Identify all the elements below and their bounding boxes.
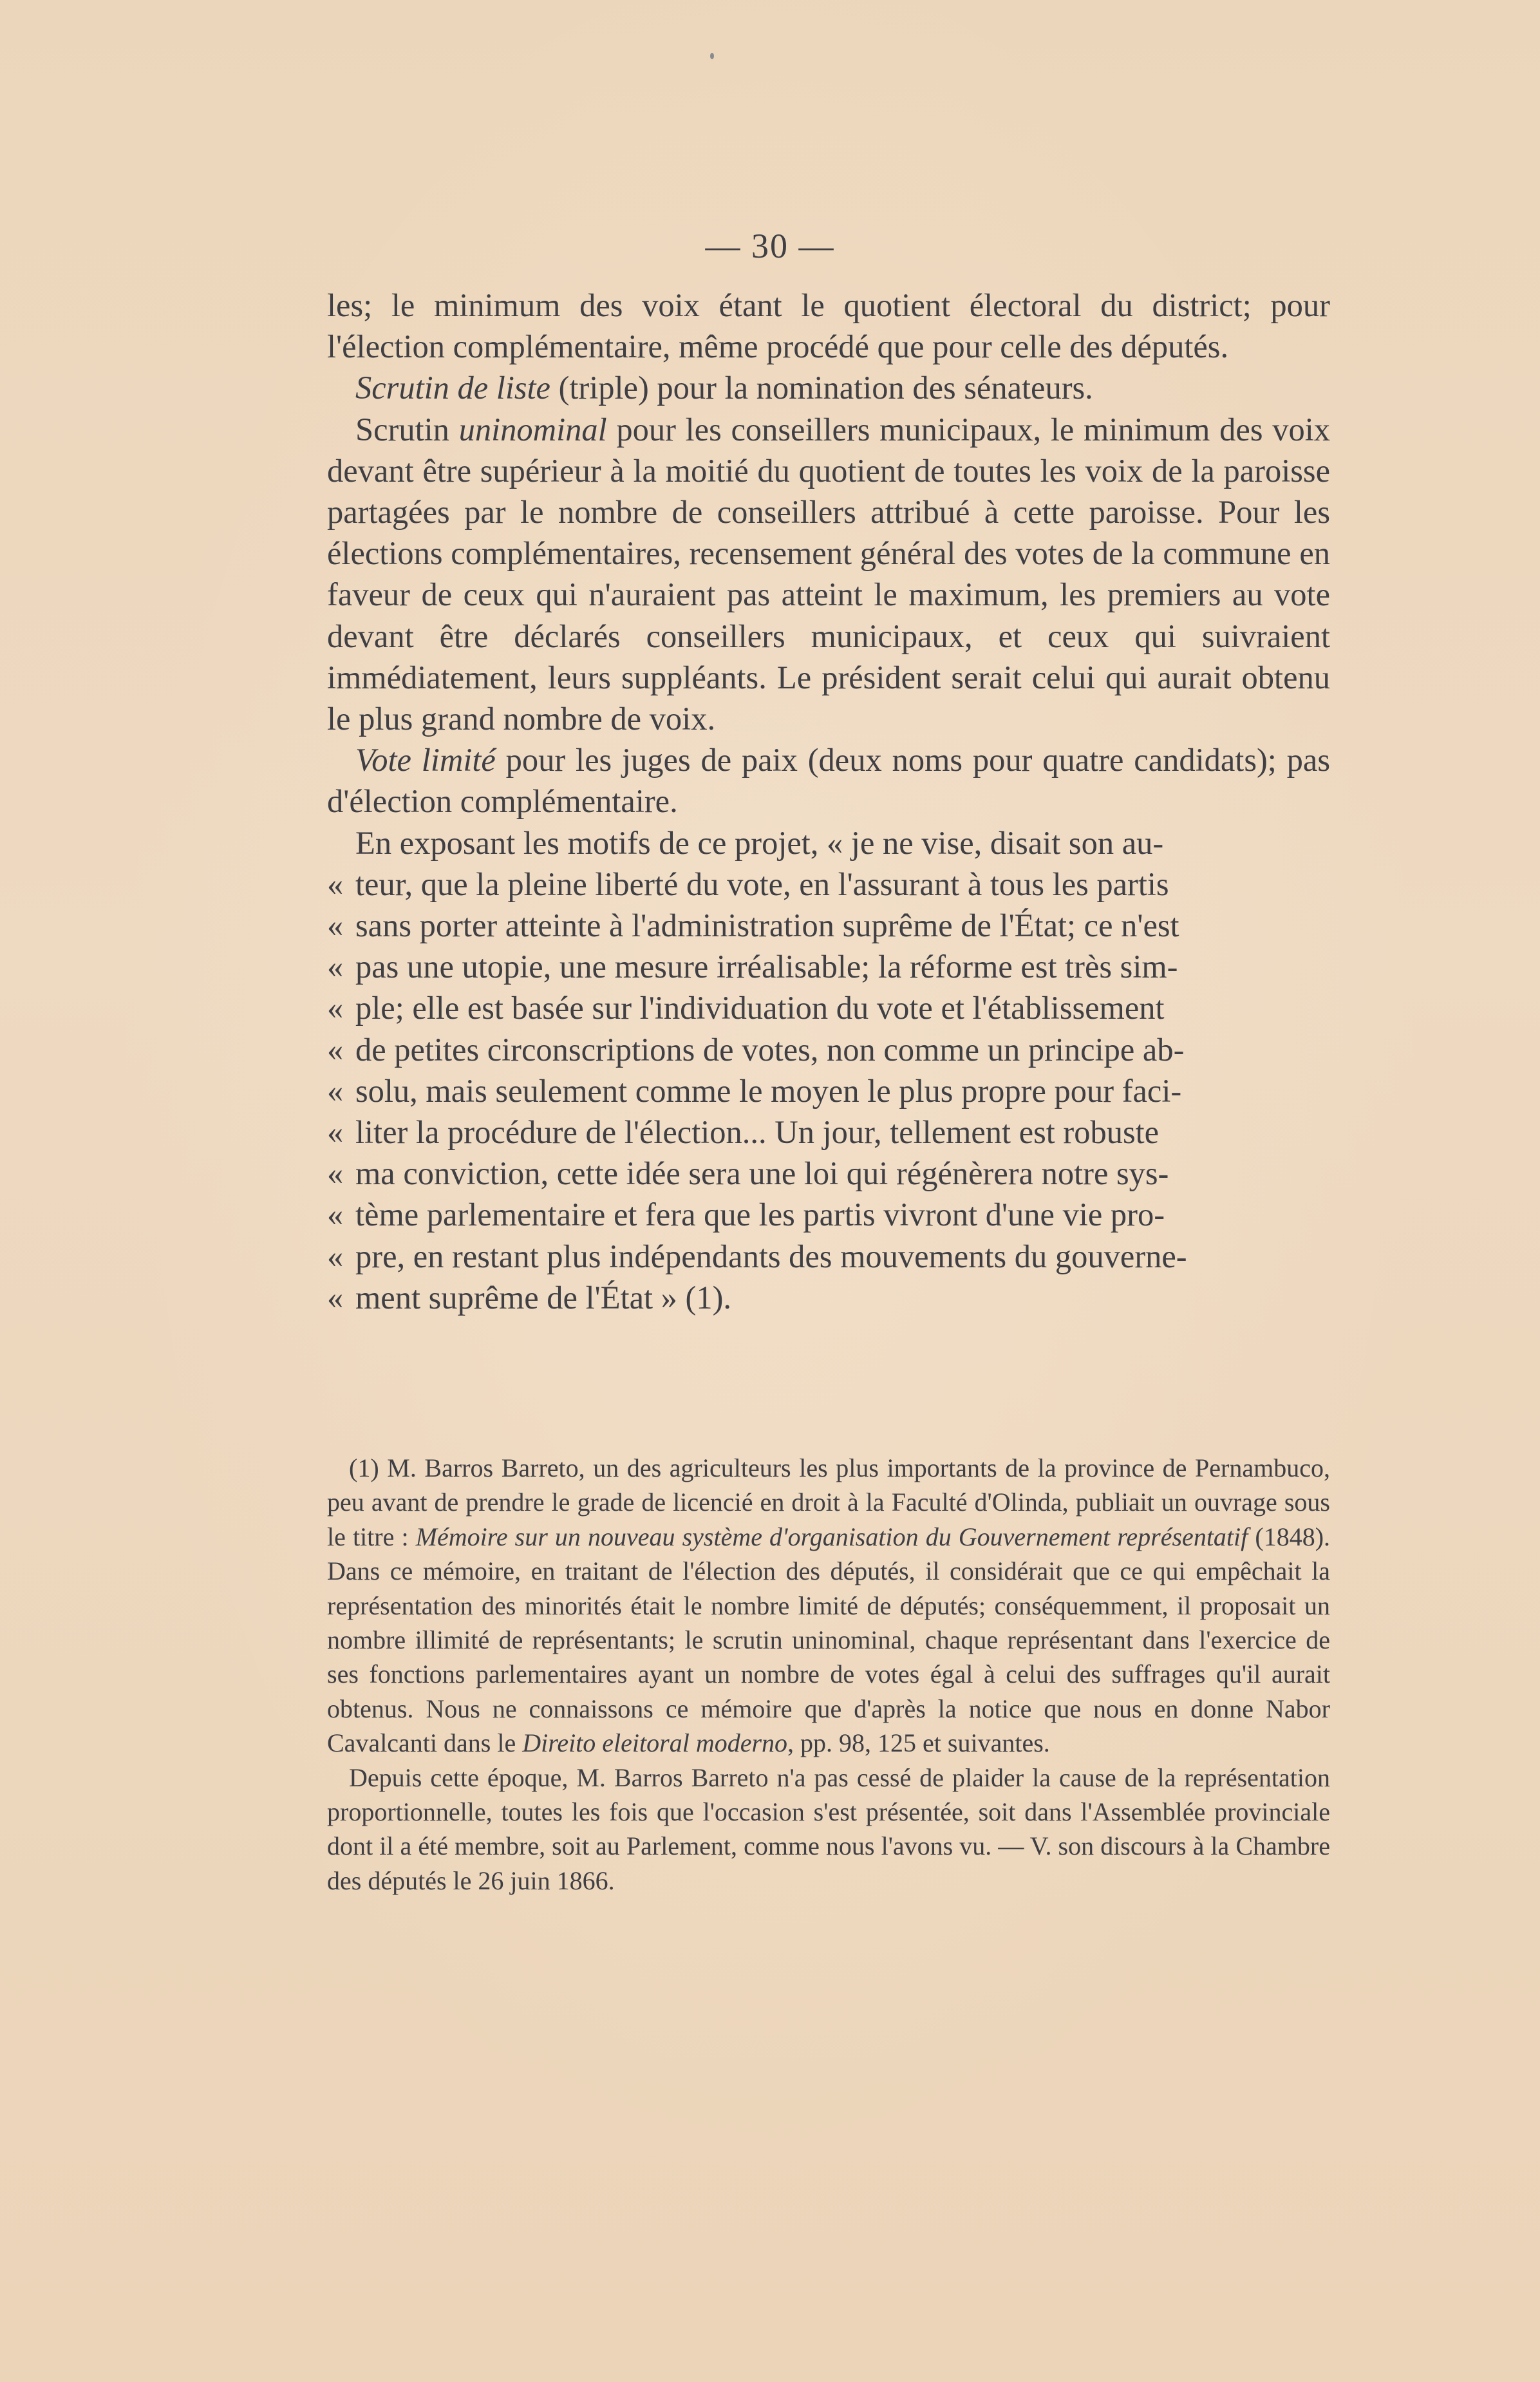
quotation-line-text: ment suprême de l'État » (1).: [355, 1279, 732, 1316]
quotation-line: [327, 1153, 1330, 1194]
quotation-line-text: liter la procédure de l'élection... Un jour, tellement est robuste: [355, 1114, 1160, 1151]
quotation-line: [327, 1277, 1330, 1318]
paragraph-text: (triple) pour la nomination des sénateurs.: [550, 370, 1093, 406]
main-text: [327, 285, 1330, 1318]
quote-mark: «: [327, 1279, 344, 1316]
quotation-line: [327, 1070, 1330, 1111]
emphasis: Vote limité: [355, 742, 496, 779]
quotation-line: [327, 1029, 1330, 1070]
paragraph-quotation-intro: En exposant les motifs de ce projet, « je ne vise, disait son au-: [355, 824, 1164, 861]
footnote-text: , pp. 98, 125 et suivantes.: [787, 1728, 1050, 1758]
quote-mark: «: [327, 907, 344, 944]
paragraph-scrutin-de-liste: [327, 367, 1330, 408]
quotation-line-text: solu, mais seulement comme le moyen le plus propre pour faci-: [355, 1072, 1182, 1109]
paragraph-vote-limite: [327, 739, 1330, 822]
quote-mark: «: [327, 1155, 344, 1192]
footnote-1: [327, 1451, 1330, 1761]
quotation-line-text: ple; elle est basée sur l'individuation du vote et l'établissement: [355, 990, 1165, 1026]
quotation-line: [327, 864, 1330, 905]
paragraph-scrutin-uninominal: [327, 409, 1330, 740]
quotation-line: [327, 905, 1330, 946]
quote-mark: «: [327, 990, 344, 1026]
page-number: — 30 —: [705, 227, 835, 265]
paragraph-text: pour les conseillers municipaux, le minimum des voix devant être supérieur à la moitié du quotient de toutes les voix de la paroisse partagées par le nombre de conseillers attribué à cette paroisse. Pour les élections complémentaires, recensement général des votes de la commune en faveur de ceux qui n'auraient pas atteint le maximum, les premiers au vote devant être déclarés conseillers municipaux, et ceux qui suivraient immédiatement, leurs suppléants. Le président serait celui qui aurait obtenu le plus grand nombre de voix.: [327, 411, 1330, 737]
footnote-text: (1848). Dans ce mémoire, en traitant de l'élection des députés, il considérait que ce qui empêchait la représentation des minorités était le nombre limité de députés; conséquemment, il proposait un nombre illimité de représentants; le scrutin uninominal, chaque représentant dans l'exercice de ses fonctions parlementaires ayant un nombre de votes égal à celui des suffrages qu'il aurait obtenus. Nous ne connaissons ce mémoire que d'après la notice que nous en donne Nabor Cavalcanti dans le: [327, 1522, 1331, 1758]
footnote-cited-work: Direito eleitoral moderno: [522, 1728, 788, 1758]
ink-speck: [710, 53, 714, 59]
emphasis: Scrutin de liste: [355, 370, 550, 406]
quotation-line: [327, 987, 1330, 1028]
quote-mark: «: [327, 1196, 344, 1233]
footnote-book-title: Mémoire sur un nouveau système d'organisation du Gouvernement représentatif: [415, 1522, 1248, 1551]
paragraph-text: pour les juges de paix (deux noms pour quatre candidats); pas d'élection complémentaire.: [327, 742, 1330, 820]
quotation-line-text: pas une utopie, une mesure irréalisable; la réforme est très sim-: [355, 949, 1178, 985]
quotation-line-text: de petites circonscriptions de votes, non comme un principe ab-: [355, 1031, 1185, 1068]
footnote-text: (1) M. Barros Barreto, un des agriculteurs les plus importants de la province de Pernambuco, peu avant de prendre le grade de licencié en droit à la Faculté d'Olinda, publiait un ouvrage sous le titre :: [327, 1453, 1330, 1551]
quotation-line: [327, 1194, 1330, 1235]
quote-mark: «: [327, 1114, 344, 1151]
quotation-line-text: teur, que la pleine liberté du vote, en l'assurant à tous les partis: [355, 865, 1169, 902]
paragraph-lead: Scrutin: [355, 411, 459, 448]
quotation-line: [327, 1236, 1330, 1277]
footnote-continuation: Depuis cette époque, M. Barros Barreto n'a pas cessé de plaider la cause de la représentation proportionnelle, toutes les fois que l'occasion s'est présentée, soit dans l'Assemblée provinciale dont il a été membre, soit au Parlement, comme nous l'avons vu. — V. son discours à la Chambre des députés le 26 juin 1866.: [327, 1763, 1330, 1895]
quote-mark: «: [327, 949, 344, 985]
footnotes: [327, 1451, 1330, 1898]
quotation-line-text: sans porter atteinte à l'administration suprême de l'État; ce n'est: [355, 907, 1179, 944]
quotation-line: [327, 946, 1330, 987]
quotation-line-text: tème parlementaire et fera que les partis vivront d'une vie pro-: [355, 1196, 1165, 1233]
quotation-line: [327, 1111, 1330, 1153]
quotation-line-text: ma conviction, cette idée sera une loi qui régénèrera notre sys-: [355, 1155, 1169, 1192]
quote-mark: «: [327, 1238, 344, 1274]
quote-mark: «: [327, 1072, 344, 1109]
emphasis: uninominal: [458, 411, 607, 448]
quotation-line-text: pre, en restant plus indépendants des mouvements du gouverne-: [355, 1238, 1187, 1274]
paragraph-continuation: les; le minimum des voix étant le quotient électoral du district; pour l'élection complémentaire, même procédé que pour celle des députés.: [327, 287, 1330, 365]
quotation-block: [327, 864, 1330, 1318]
quote-mark: «: [327, 1031, 344, 1068]
quote-mark: «: [327, 865, 344, 902]
